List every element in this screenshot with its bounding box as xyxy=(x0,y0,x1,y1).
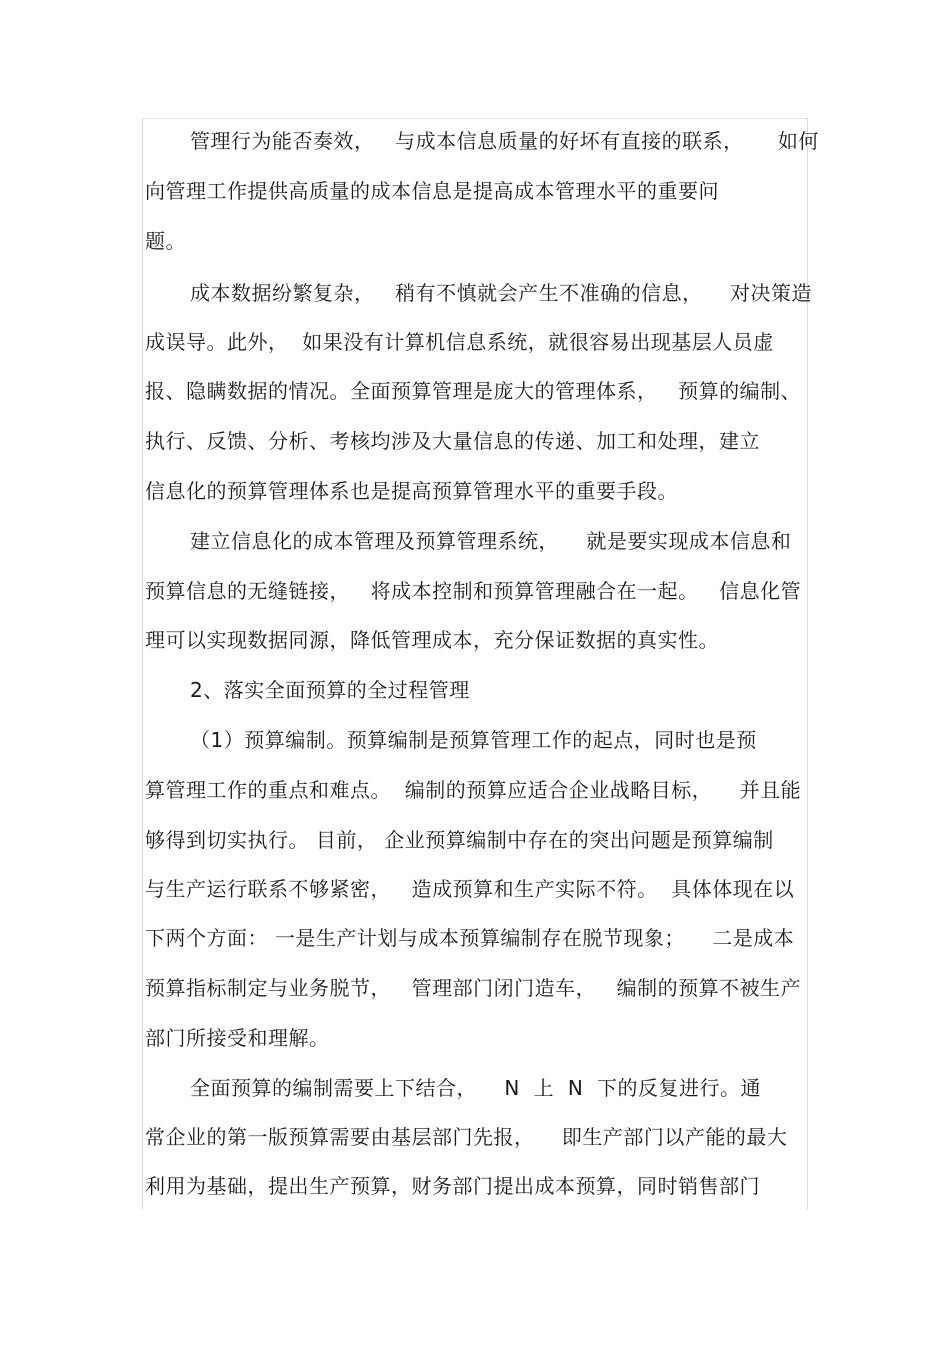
paragraph-3-line-1: 建立信息化的成本管理及预算管理系统， 就是要实现成本信息和 xyxy=(190,529,792,553)
paragraph-2-line-2: 成误导。此外， 如果没有计算机信息系统，就很容易出现基层人员虚 xyxy=(145,330,774,354)
paragraph-4-line-4: 与生产运行联系不够紧密， 造成预算和生产实际不符。 具体体现在以 xyxy=(145,877,795,901)
paragraph-5-line-2: 常企业的第一版预算需要由基层部门先报， 即生产部门以产能的最大 xyxy=(145,1125,788,1149)
paragraph-2-line-4: 执行、反馈、分析、考核均涉及大量信息的传递、加工和处理，建立 xyxy=(145,429,760,453)
paragraph-4-line-2: 算管理工作的重点和难点。 编制的预算应适合企业战略目标， 并且能 xyxy=(145,778,802,802)
paragraph-2-line-1: 成本数据纷繁复杂， 稍有不慎就会产生不准确的信息， 对决策造 xyxy=(190,281,813,305)
paragraph-4-line-7: 部门所接受和理解。 xyxy=(145,1026,330,1050)
section-heading-2: 2、落实全面预算的全过程管理 xyxy=(190,678,470,702)
paragraph-5-line-1: 全面预算的编制需要上下结合， N 上 N 下的反复进行。通 xyxy=(190,1076,761,1100)
paragraph-1-line-2: 向管理工作提供高质量的成本信息是提高成本管理水平的重要问 xyxy=(145,179,719,203)
paragraph-4-line-5: 下两个方面： 一是生产计划与成本预算编制存在脱节现象； 二是成本 xyxy=(145,926,795,950)
paragraph-3-line-2: 预算信息的无缝链接， 将成本控制和预算管理融合在一起。 信息化管 xyxy=(145,579,802,603)
paragraph-1-line-1: 管理行为能否奏效， 与成本信息质量的好坏有直接的联系， 如何 xyxy=(190,129,819,153)
page-frame-top-border xyxy=(142,118,808,119)
paragraph-4-line-1: （1）预算编制。预算编制是预算管理工作的起点，同时也是预 xyxy=(190,728,757,752)
paragraph-5-line-3: 利用为基础，提出生产预算，财务部门提出成本预算，同时销售部门 xyxy=(145,1174,760,1198)
paragraph-1-line-3: 题。 xyxy=(145,229,186,253)
paragraph-2-line-5: 信息化的预算管理体系也是提高预算管理水平的重要手段。 xyxy=(145,479,678,503)
paragraph-4-line-6: 预算指标制定与业务脱节， 管理部门闭门造车， 编制的预算不被生产 xyxy=(145,976,802,1000)
paragraph-3-line-3: 理可以实现数据同源，降低管理成本，充分保证数据的真实性。 xyxy=(145,628,719,652)
page-frame-left-border xyxy=(142,118,143,1210)
paragraph-4-line-3: 够得到切实执行。 目前， 企业预算编制中存在的突出问题是预算编制 xyxy=(145,828,774,852)
paragraph-2-line-3: 报、隐瞒数据的情况。全面预算管理是庞大的管理体系， 预算的编制、 xyxy=(145,379,802,403)
